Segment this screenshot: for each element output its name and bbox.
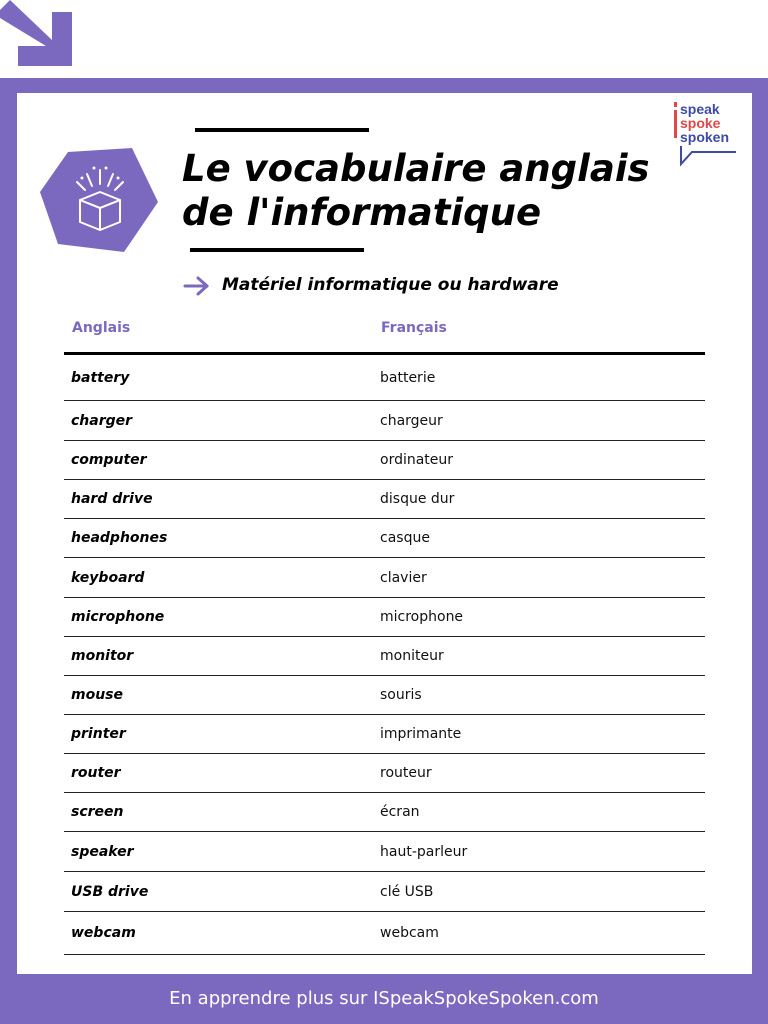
logo-word-spoken: spoken [680,129,730,145]
french-term: imprimante [380,726,462,742]
english-term: webcam [71,925,136,941]
table-row [64,715,705,754]
top-strip [0,0,768,78]
english-term: printer [71,726,126,742]
table-row [64,872,705,912]
title-rule-top [195,128,369,132]
french-term: haut-parleur [380,843,468,860]
table-row [64,355,705,401]
table-row [64,912,705,955]
table-row [64,793,705,832]
footer-link-text: En apprendre plus sur ISpeakSpokeSpoken.com [169,988,599,1009]
french-term: ordinateur [380,452,454,468]
french-term: batterie [380,369,436,386]
vocabulary-table [64,355,705,955]
french-term: routeur [380,765,432,781]
table-row [64,832,705,872]
diagonal-arrow-icon [0,0,80,70]
english-term: charger [71,412,133,429]
french-term: souris [380,687,422,703]
english-term: hard drive [71,491,153,507]
table-row [64,519,705,558]
english-term: speaker [71,843,134,860]
english-term: battery [71,369,130,386]
table-row [64,676,705,715]
english-term: mouse [71,687,124,703]
section-subtitle: Matériel informatique ou hardware [222,275,559,295]
french-term: casque [380,530,430,546]
table-row [64,441,705,480]
arrow-right-icon [183,276,211,296]
page-title: Le vocabulaire anglais de l'informatique [182,147,650,234]
english-term: USB drive [71,883,149,900]
english-term: screen [71,804,124,820]
french-term: moniteur [380,648,444,664]
gift-box-icon [40,148,158,252]
french-term: microphone [380,609,464,625]
english-term: keyboard [71,569,145,586]
table-row [64,637,705,676]
table-row [64,480,705,519]
title-rule-bottom [190,248,364,252]
table-row [64,558,705,598]
french-term: chargeur [380,412,443,429]
english-term: router [71,765,121,781]
logo-word-speak: speak [680,101,720,117]
table-row [64,598,705,637]
english-term: computer [71,452,147,468]
french-term: écran [380,804,420,820]
logo-word-spoke: spoke [680,115,721,131]
table-row [64,401,705,441]
column-header-english: Anglais [72,320,131,336]
french-term: webcam [380,925,439,941]
english-term: monitor [71,648,134,664]
french-term: disque dur [380,491,455,507]
english-term: headphones [71,530,168,546]
french-term: clavier [380,569,427,586]
french-term: clé USB [380,883,434,900]
column-header-french: Français [381,320,447,336]
table-row [64,754,705,793]
english-term: microphone [71,609,165,625]
